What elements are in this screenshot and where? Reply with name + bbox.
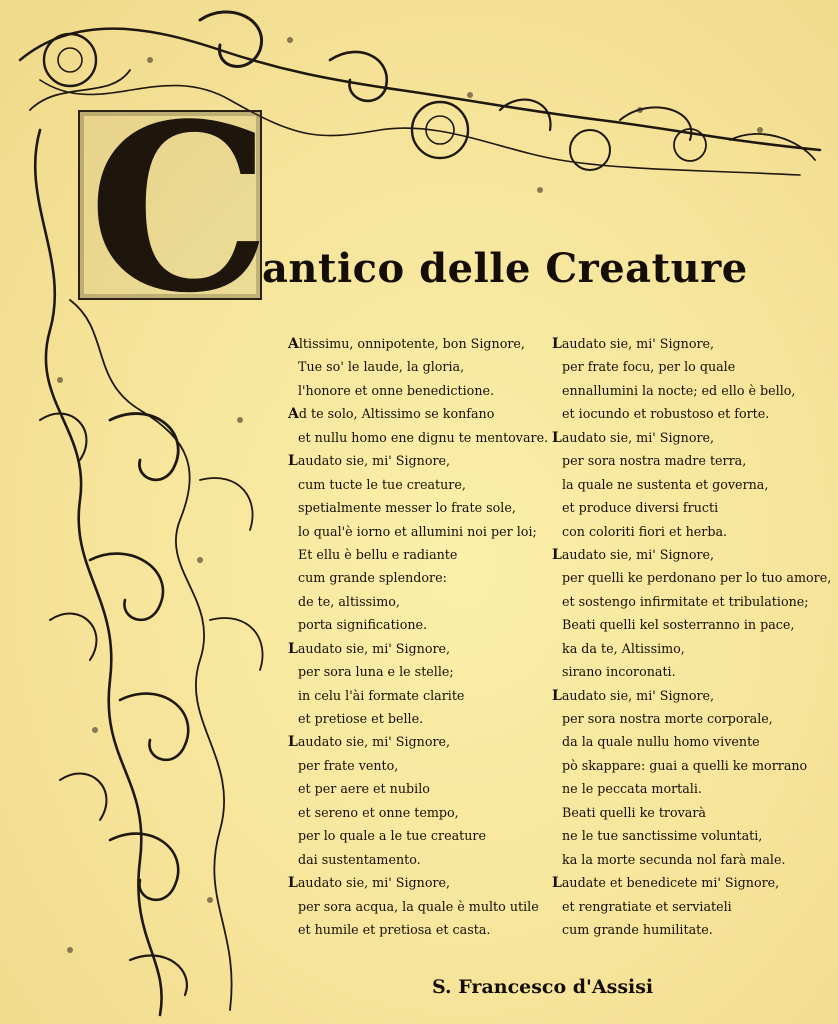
poem-line: per sora luna e le stelle;	[298, 664, 454, 680]
poem-column-left	[288, 332, 550, 941]
poem-line: la quale ne sustenta et governa,	[562, 476, 769, 492]
poem-line: Tue so' le laude, la gloria,	[298, 359, 465, 375]
poem-line: sirano incoronati.	[562, 664, 676, 680]
poem-line: et sostengo infirmitate et tribulatione;	[562, 593, 809, 609]
poem-line: et nullu homo ene dignu te mentovare.	[298, 429, 549, 445]
poem-line: per lo quale a le tue creature	[298, 828, 487, 844]
title-text: antico delle Creature	[262, 245, 748, 292]
poem-line: et per aere et nubilo	[298, 781, 430, 797]
poem-line: cum tucte le tue creature,	[298, 476, 466, 492]
poem-line: Laudato sie, mi' Signore,	[552, 687, 715, 704]
poem-line: Beati quelli kel sosterranno in pace,	[562, 617, 795, 633]
poem-line: et iocundo et robustoso et forte.	[562, 406, 770, 422]
illuminated-initial	[78, 74, 268, 344]
poem-line: in celu l'ài formate clarite	[298, 687, 465, 703]
poem-line: de te, altissimo,	[298, 593, 400, 609]
author-signature: S. Francesco d'Assisi	[432, 976, 654, 998]
poem-line: cum grande humilitate.	[562, 921, 713, 937]
poem-line: dai sustentamento.	[298, 851, 421, 867]
poem-line: et pretiose et belle.	[298, 711, 424, 726]
poem-line: cum grande splendore:	[298, 570, 447, 586]
poem-line: Laudato sie, mi' Signore,	[552, 429, 715, 446]
poem-line: spetialmente messer lo frate sole,	[298, 500, 516, 516]
poem-line: per sora acqua, la quale è multo utile	[298, 898, 539, 914]
poem-line: et produce diversi fructi	[562, 500, 719, 516]
poem-line: ne le peccata mortali.	[562, 781, 702, 797]
poem-line: con coloriti fiori et herba.	[562, 523, 728, 539]
poem-line: Et ellu è bellu e radiante	[298, 546, 458, 562]
poem-line: l'honore et onne benedictione.	[298, 382, 495, 398]
poem-line: Laudato sie, mi' Signore,	[288, 453, 451, 470]
poem-column-right	[552, 332, 834, 941]
poem-line: per quelli ke perdonano per lo tuo amore,	[562, 570, 832, 586]
poem-line: lo qual'è iorno et allumini noi per loi;	[298, 523, 537, 539]
poem-line: da la quale nullu homo vivente	[562, 734, 760, 750]
poem-line: et sereno et onne tempo,	[298, 804, 459, 820]
poem-line: Ad te solo, Altissimo se konfano	[288, 406, 495, 423]
poem-line: Altissimu, onnipotente, bon Signore,	[288, 336, 525, 352]
poem-line: Laudato sie, mi' Signore,	[288, 640, 451, 657]
poem-line: Laudato sie, mi' Signore,	[288, 734, 451, 751]
poem-line: Laudato sie, mi' Signore,	[288, 875, 451, 892]
poem-line: porta significatione.	[298, 617, 428, 633]
poem-line: et humile et pretiosa et casta.	[298, 921, 491, 937]
poem-line: ne le tue sanctissime voluntati,	[562, 828, 763, 844]
poem-line: per frate vento,	[298, 757, 399, 773]
poem-line: ennallumini la nocte; ed ello è bello,	[562, 382, 796, 398]
poem-line: Laudato sie, mi' Signore,	[552, 336, 715, 352]
poem-line: pò skappare: guai a quelli ke morrano	[562, 757, 808, 773]
poem-line: per sora nostra madre terra,	[562, 453, 747, 469]
poem-line: per frate focu, per lo quale	[562, 359, 736, 375]
poem-line: ka da te, Altissimo,	[562, 640, 685, 656]
poem-line: per sora nostra morte corporale,	[562, 711, 773, 726]
poem-line: ka la morte secunda nol farà male.	[562, 851, 786, 867]
poem-line: Beati quelli ke trovarà	[562, 804, 706, 820]
poem-line: Laudato sie, mi' Signore,	[552, 546, 715, 563]
poem-line: et rengratiate et serviateli	[562, 898, 732, 914]
poem-line: Laudate et benedicete mi' Signore,	[552, 875, 780, 892]
initial-letter: C	[88, 74, 268, 344]
